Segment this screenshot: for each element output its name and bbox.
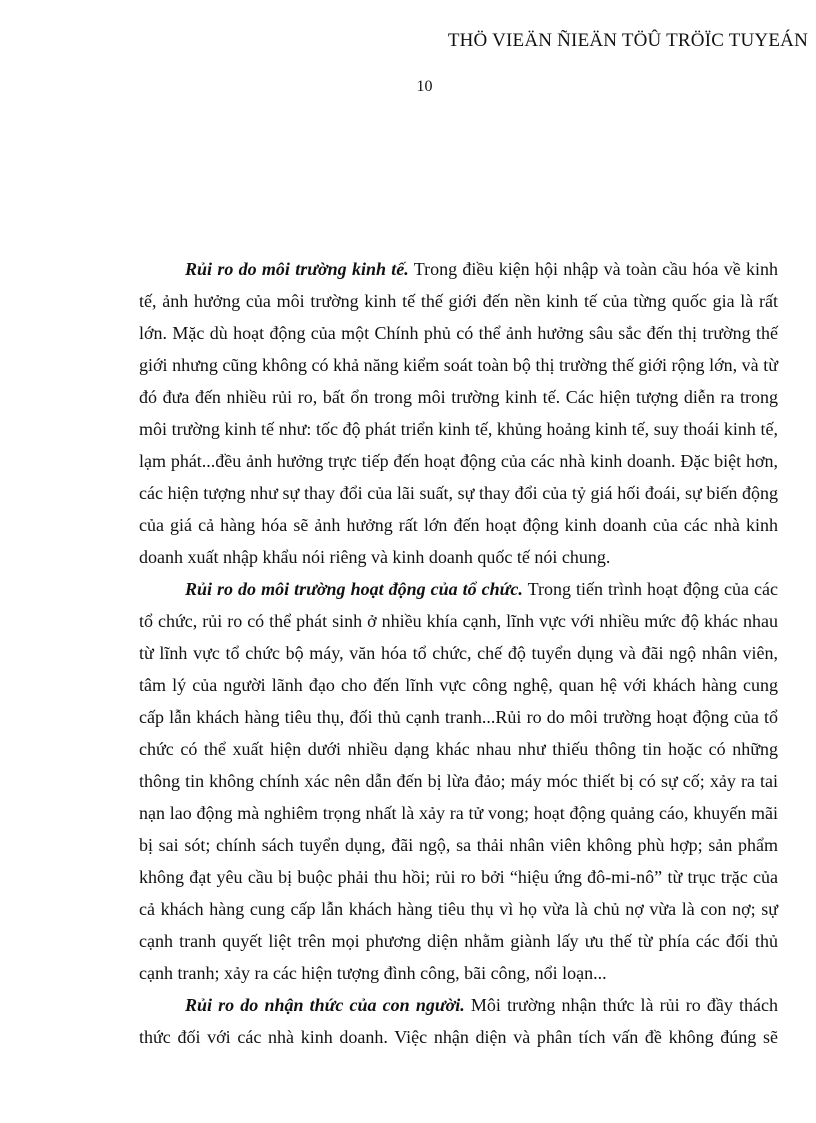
- paragraph-perception-risk: [139, 989, 778, 1053]
- paragraph-organization-risk: [139, 573, 778, 989]
- paragraph-lead-heading: Rủi ro do môi trường kinh tế.: [185, 259, 409, 279]
- page-header-title: THÖ VIEÄN ÑIEÄN TÖÛ TRÖÏC TUYEÁN: [447, 30, 808, 51]
- paragraph-lead-heading: Rủi ro do nhận thức của con người.: [185, 995, 465, 1015]
- paragraph-lead-heading: Rủi ro do môi trường hoạt động của tổ chức.: [185, 579, 523, 599]
- paragraph-text: Trong tiến trình hoạt động của các tổ chức, rủi ro có thể phát sinh ở nhiều khía cạnh, lĩnh vực với nhiều mức độ khác nhau từ lĩnh vực tổ chức bộ máy, văn hóa tổ chức, chế độ tuyển dụng và đãi ngộ nhân viên, tâm lý của người lãnh đạo cho đến lĩnh vực công nghệ, quan hệ với khách hàng cung cấp lẫn khách hàng tiêu thụ, đối thủ cạnh tranh...Rủi ro do môi trường hoạt động của tổ chức có thể xuất hiện dưới nhiều dạng khác nhau như thiếu thông tin hoặc có những thông tin không chính xác nên dẫn đến bị lừa đảo; máy móc thiết bị có sự cố; xảy ra tai nạn lao động mà nghiêm trọng nhất là xảy ra tử vong; hoạt động quảng cáo, khuyến mãi bị sai sót; chính sách tuyển dụng, đãi ngộ, sa thải nhân viên không phù hợp; sản phẩm không đạt yêu cầu bị buộc phải thu hồi; rủi ro bởi “hiệu ứng đô-mi-nô” từ trục trặc của cả khách hàng cung cấp lẫn khách hàng tiêu thụ vì họ vừa là chủ nợ vừa là con nợ; sự cạnh tranh quyết liệt trên mọi phương diện nhằm giành lấy ưu thế từ phía các đối thủ cạnh tranh; xảy ra các hiện tượng đình công, bãi công, nổi loạn...: [139, 579, 778, 983]
- paragraph-economic-risk: [139, 253, 778, 573]
- paragraph-text: Trong điều kiện hội nhập và toàn cầu hóa về kinh tế, ảnh hưởng của môi trường kinh tế thế giới đến nền kinh tế của từng quốc gia là rất lớn. Mặc dù hoạt động của một Chính phủ có thể ảnh hưởng sâu sắc đến thị trường thế giới nhưng cũng không có khả năng kiểm soát toàn bộ thị trường thế giới rộng lớn, và từ đó đưa đến nhiều rủi ro, bất ổn trong môi trường kinh tế. Các hiện tượng diễn ra trong môi trường kinh tế như: tốc độ phát triển kinh tế, khủng hoảng kinh tế, suy thoái kinh tế, lạm phát...đều ảnh hưởng trực tiếp đến hoạt động của các nhà kinh doanh. Đặc biệt hơn, các hiện tượng như sự thay đổi của lãi suất, sự thay đổi của tỷ giá hối đoái, sự biến động của giá cả hàng hóa sẽ ảnh hưởng rất lớn đến hoạt động kinh doanh của các nhà kinh doanh xuất nhập khẩu nói riêng và kinh doanh quốc tế nói chung.: [139, 259, 778, 567]
- document-body: [139, 253, 778, 1053]
- page-number: 10: [416, 78, 433, 95]
- paragraph-text: Môi trường nhận thức là rủi ro đầy thách thức đối với các nhà kinh doanh. Việc nhận diện và phân tích vấn đề không đúng sẽ: [139, 995, 778, 1047]
